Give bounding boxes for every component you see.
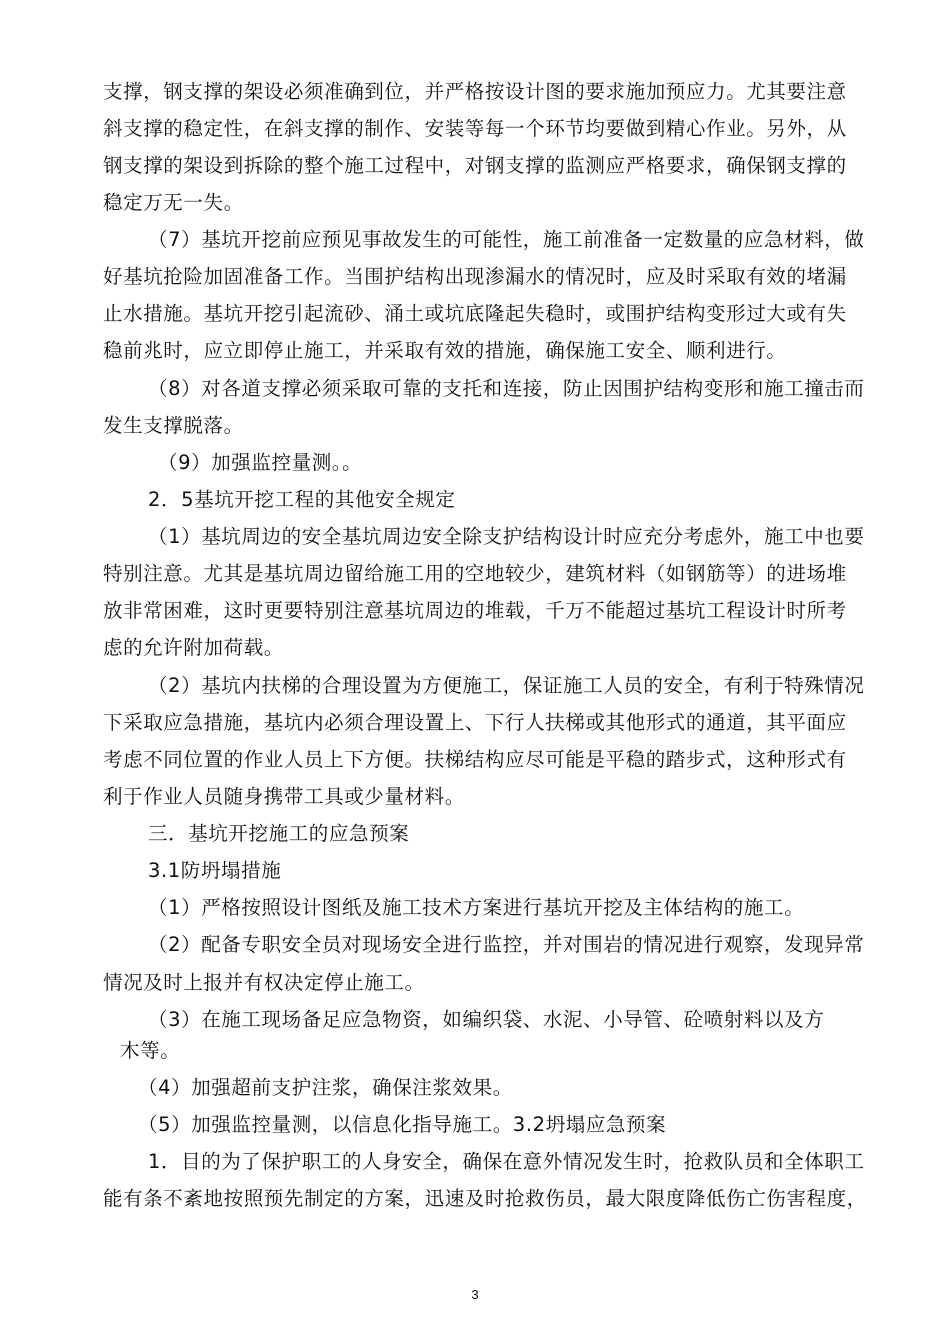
text-line: 钢支撑的架设到拆除的整个施工过程中，对钢支撑的监测应严格要求，确保钢支撑的 xyxy=(103,154,847,177)
text-line: 稳定万无一失。 xyxy=(103,191,244,214)
section-heading: 三．基坑开挖施工的应急预案 xyxy=(148,822,410,845)
text-line: 发生支撑脱落。 xyxy=(103,414,244,437)
text-line: 斜支撑的稳定性，在斜支撑的制作、安装等每一个环节均要做到精心作业。另外，从 xyxy=(103,117,847,140)
text-line: （1）严格按照设计图纸及施工技术方案进行基坑开挖及主体结构的施工。 xyxy=(148,896,805,919)
text-line: 好基坑抢险加固准备工作。当围护结构出现渗漏水的情况时，应及时采取有效的堵漏 xyxy=(103,265,847,288)
text-line: 考虑不同位置的作业人员上下方便。扶梯结构应尽可能是平稳的踏步式，这种形式有 xyxy=(103,748,847,771)
page-number: 3 xyxy=(471,1287,479,1302)
text-line: （5）加强监控量测，以信息化指导施工。3.2坍塌应急预案 xyxy=(138,1113,667,1136)
text-line: 能有条不紊地按照预先制定的方案，迅速及时抢救伤员，最大限度降低伤亡伤害程度， xyxy=(103,1187,867,1210)
text-line: 止水措施。基坑开挖引起流砂、涌土或坑底隆起失稳时，或围护结构变形过大或有失 xyxy=(103,302,847,325)
text-line: 1．目的为了保护职工的人身安全，确保在意外情况发生时，抢救队员和全体职工 xyxy=(148,1150,865,1173)
text-line: 下采取应急措施，基坑内必须合理设置上、下行人扶梯或其他形式的通道，其平面应 xyxy=(103,711,847,734)
subsection-heading: 3.1防坍塌措施 xyxy=(148,859,282,882)
text-line: （2）配备专职安全员对现场安全进行监控，并对围岩的情况进行观察，发现异常 xyxy=(148,933,865,956)
text-line: 虑的允许附加荷载。 xyxy=(103,636,284,659)
text-line: 稳前兆时，应立即停止施工，并采取有效的措施，确保施工安全、顺利进行。 xyxy=(103,339,787,362)
text-line: 利于作业人员随身携带工具或少量材料。 xyxy=(103,785,465,808)
text-line: （4）加强超前支护注浆，确保注浆效果。 xyxy=(138,1076,513,1099)
text-line: （2）基坑内扶梯的合理设置为方便施工，保证施工人员的安全，有利于特殊情况 xyxy=(148,674,865,697)
text-line: （7）基坑开挖前应预见事故发生的可能性，施工前准备一定数量的应急材料，做 xyxy=(148,228,865,251)
text-line: 支撑，钢支撑的架设必须准确到位，并严格按设计图的要求施加预应力。尤其要注意 xyxy=(103,80,847,103)
section-heading: 2．5基坑开挖工程的其他安全规定 xyxy=(148,488,456,511)
text-line: 特别注意。尤其是基坑周边留给施工用的空地较少，建筑材料（如钢筋等）的进场堆 xyxy=(103,562,847,585)
text-line: （3）在施工现场备足应急物资，如编织袋、水泥、小导管、砼喷射料以及方 xyxy=(148,1008,825,1031)
text-line: 木等。 xyxy=(120,1039,181,1062)
text-line: 情况及时上报并有权决定停止施工。 xyxy=(103,971,425,994)
text-line: （9）加强监控量测。。 xyxy=(158,451,363,474)
text-line: （1）基坑周边的安全基坑周边安全除支护结构设计时应充分考虑外，施工中也要 xyxy=(148,525,865,548)
text-line: （8）对各道支撑必须采取可靠的支托和连接，防止因围护结构变形和施工撞击而 xyxy=(148,377,865,400)
text-line: 放非常困难，这时更要特别注意基坑周边的堆载，千万不能超过基坑工程设计时所考 xyxy=(103,599,847,622)
